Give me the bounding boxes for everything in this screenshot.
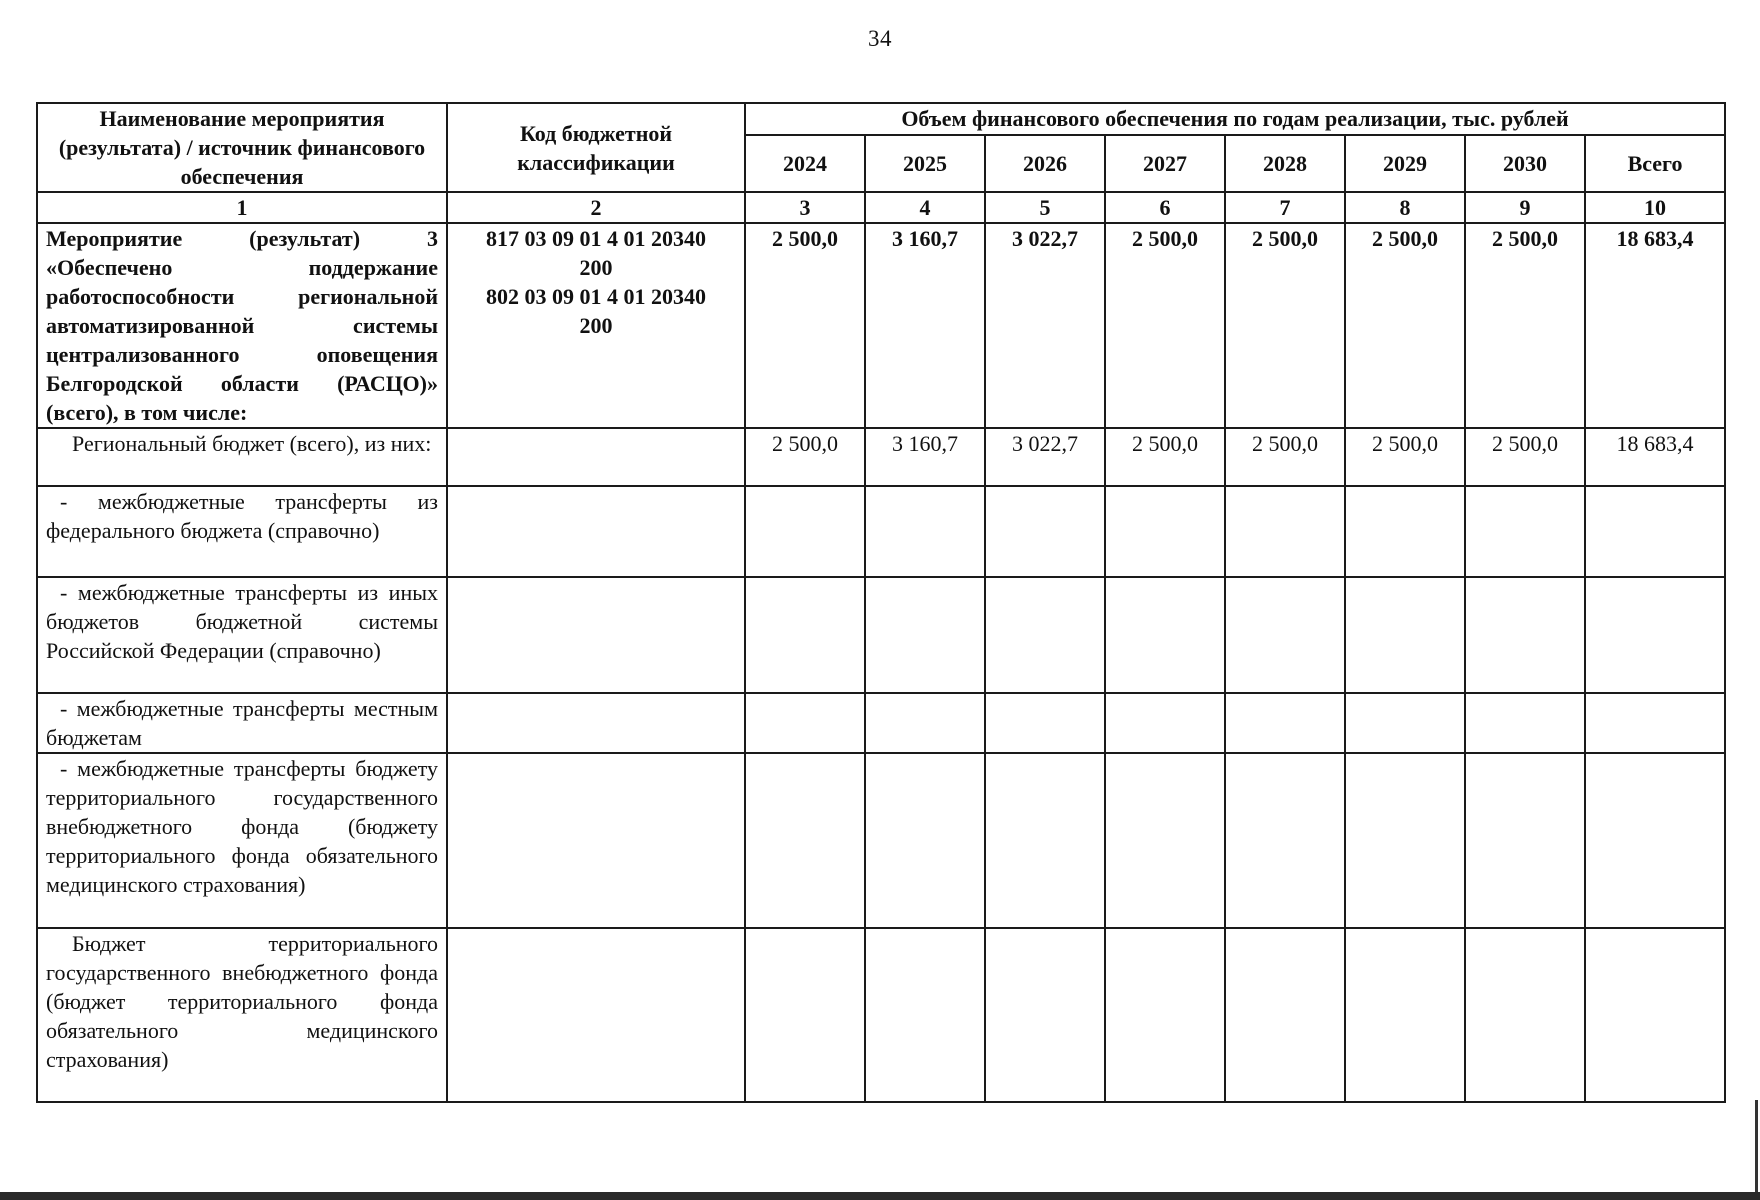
value-cell [985,486,1105,577]
value-cell [1345,693,1465,753]
table-row [37,753,1725,928]
value-cell [1465,693,1585,753]
total-cell [1585,486,1725,577]
scan-edge-line [1755,1100,1758,1192]
row-name: Региональный бюджет (всего), из них: [37,428,447,486]
total-cell [1585,693,1725,753]
header-name: Наименование мероприятия (результата) / источник финансового обеспечения [37,103,447,192]
total-cell [1585,577,1725,693]
column-number: 5 [985,192,1105,223]
value-cell [1105,928,1225,1102]
value-cell [865,928,985,1102]
value-cell: 2 500,0 [1345,223,1465,428]
header-year: 2025 [865,135,985,192]
value-cell [745,753,865,928]
value-cell: 2 500,0 [745,428,865,486]
value-cell: 2 500,0 [1105,223,1225,428]
header-volume: Объем финансового обеспечения по годам реализации, тыс. рублей [745,103,1725,135]
value-cell [745,928,865,1102]
value-cell [865,693,985,753]
header-code: Код бюджетной классификации [447,103,745,192]
budget-code [447,928,745,1102]
value-cell [1465,577,1585,693]
budget-code [447,223,745,428]
value-cell [1225,693,1345,753]
value-cell [985,693,1105,753]
value-cell [1225,486,1345,577]
table-row [37,486,1725,577]
value-cell [1345,753,1465,928]
value-cell: 2 500,0 [1465,428,1585,486]
value-cell [985,928,1105,1102]
total-cell: 18 683,4 [1585,223,1725,428]
value-cell: 2 500,0 [1225,428,1345,486]
value-cell [1345,928,1465,1102]
budget-code [447,428,745,486]
table-row [37,223,1725,428]
budget-code [447,486,745,577]
value-cell [745,693,865,753]
value-cell: 3 022,7 [985,223,1105,428]
total-cell [1585,753,1725,928]
value-cell [745,577,865,693]
row-name: - межбюджетные трансферты из федерального бюджета (справочно) [37,486,447,577]
value-cell [745,486,865,577]
budget-code-line: 802 03 09 01 4 01 20340 [486,284,706,309]
header-year: 2024 [745,135,865,192]
value-cell [1345,486,1465,577]
value-cell: 2 500,0 [1465,223,1585,428]
budget-code-line: 200 [579,313,613,338]
value-cell [1225,577,1345,693]
value-cell [865,753,985,928]
scan-edge-bar [0,1192,1760,1200]
table-row [37,693,1725,753]
column-number: 4 [865,192,985,223]
value-cell [985,577,1105,693]
header-year: 2028 [1225,135,1345,192]
value-cell [865,577,985,693]
row-name: - межбюджетные трансферты бюджету территориального государственного внебюджетного фонда (бюджету территориального фонда обязательного медицинского страхования) [37,753,447,928]
value-cell [1225,753,1345,928]
header-year: 2030 [1465,135,1585,192]
value-cell: 2 500,0 [1345,428,1465,486]
value-cell: 2 500,0 [745,223,865,428]
budget-code [447,753,745,928]
value-cell [1225,928,1345,1102]
value-cell [1105,753,1225,928]
total-cell [1585,928,1725,1102]
value-cell [985,753,1105,928]
budget-code [447,693,745,753]
header-year: 2029 [1345,135,1465,192]
budget-code [447,577,745,693]
row-name: - межбюджетные трансферты из иных бюджетов бюджетной системы Российской Федерации (справочно) [37,577,447,693]
column-number: 3 [745,192,865,223]
column-number: 8 [1345,192,1465,223]
column-number: 2 [447,192,745,223]
column-number: 9 [1465,192,1585,223]
value-cell [1465,486,1585,577]
column-number: 10 [1585,192,1725,223]
column-number: 6 [1105,192,1225,223]
column-number: 1 [37,192,447,223]
value-cell [1105,486,1225,577]
total-cell: 18 683,4 [1585,428,1725,486]
budget-code-line: 817 03 09 01 4 01 20340 [486,226,706,251]
value-cell: 3 022,7 [985,428,1105,486]
row-name: - межбюджетные трансферты местным бюджетам [37,693,447,753]
value-cell: 3 160,7 [865,428,985,486]
value-cell [1105,693,1225,753]
header-total: Всего [1585,135,1725,192]
page-number: 34 [868,26,892,51]
budget-table [36,102,1726,1103]
value-cell [865,486,985,577]
value-cell [1465,928,1585,1102]
row-name: Мероприятие (результат) 3 «Обеспечено поддержание работоспособности региональной автоматизированной системы централизованного оповещения Белгородской области (РАСЦО)» (всего), в том числе: [37,223,447,428]
budget-code-line: 200 [579,255,613,280]
column-number: 7 [1225,192,1345,223]
value-cell: 2 500,0 [1105,428,1225,486]
value-cell [1345,577,1465,693]
header-year: 2026 [985,135,1105,192]
value-cell [1105,577,1225,693]
value-cell: 2 500,0 [1225,223,1345,428]
value-cell: 3 160,7 [865,223,985,428]
table-row [37,577,1725,693]
table-row [37,428,1725,486]
table-row [37,928,1725,1102]
header-year: 2027 [1105,135,1225,192]
row-name: Бюджет территориального государственного внебюджетного фонда (бюджет территориального фонда обязательного медицинского страхования) [37,928,447,1102]
value-cell [1465,753,1585,928]
